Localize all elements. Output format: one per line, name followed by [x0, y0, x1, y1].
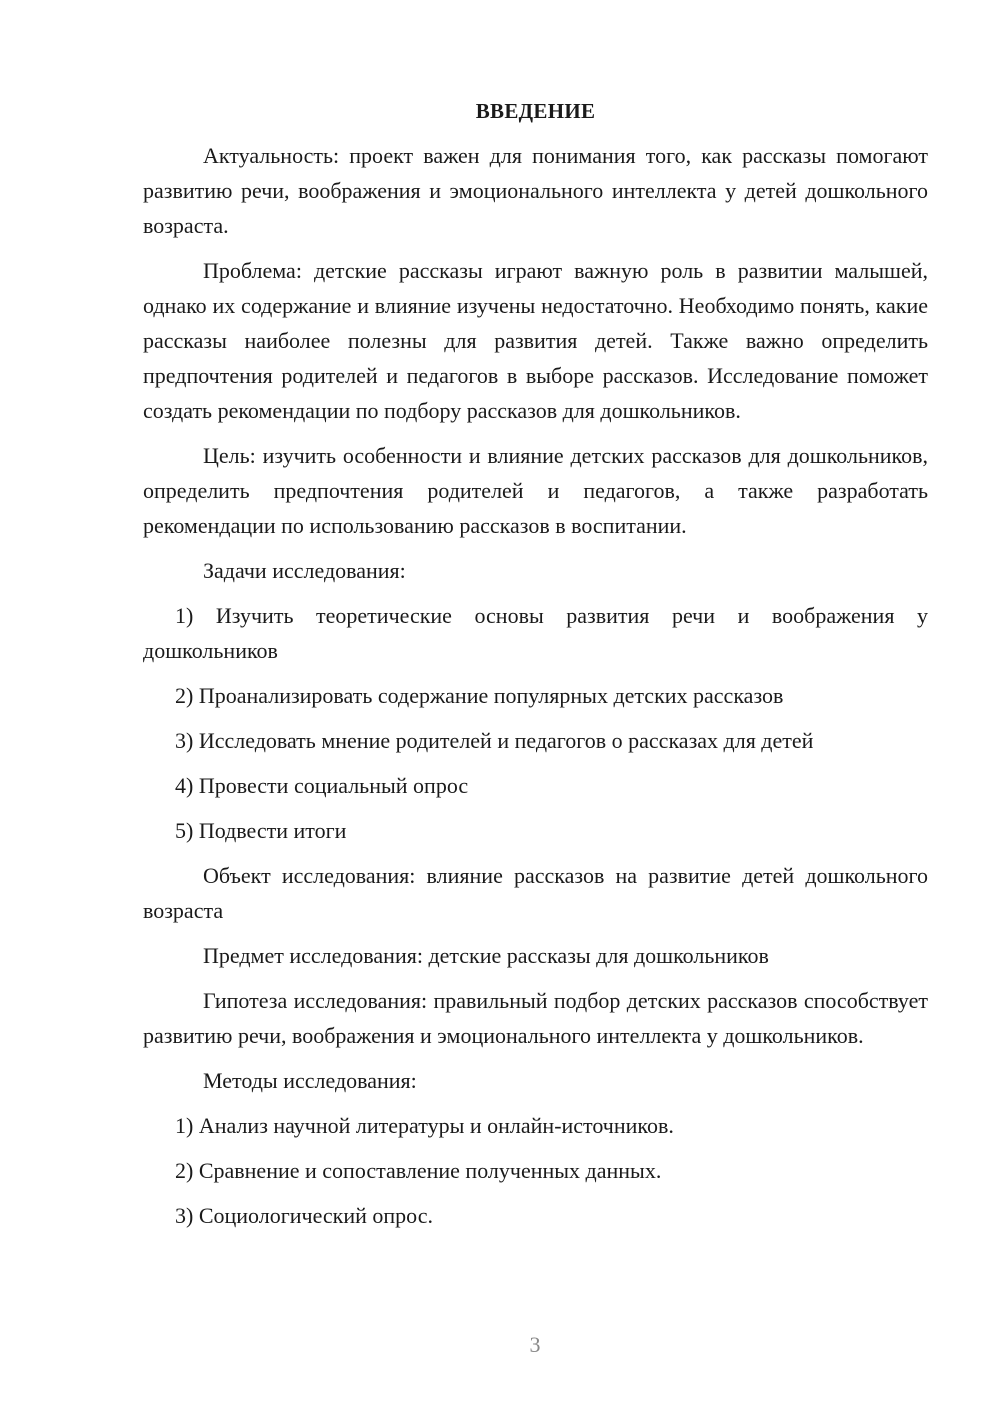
task-item-4: 4) Провести социальный опрос	[175, 773, 469, 798]
goal-paragraph: Цель: изучить особенности и влияние детских рассказов для дошкольников, определить предпочтения родителей и педагогов, а также разработать рекомендации по использованию рассказов в воспитании.	[143, 443, 928, 538]
tasks-heading: Задачи исследования:	[203, 558, 406, 583]
method-item-2: 2) Сравнение и сопоставление полученных данных.	[175, 1158, 662, 1183]
hypothesis-paragraph: Гипотеза исследования: правильный подбор детских рассказов способствует развитию речи, воображения и эмоционального интеллекта у дошкольников.	[143, 988, 928, 1048]
object-paragraph: Объект исследования: влияние рассказов на развитие детей дошкольного возраста	[143, 863, 928, 923]
methods-heading: Методы исследования:	[203, 1068, 417, 1093]
problem-paragraph: Проблема: детские рассказы играют важную роль в развитии малышей, однако их содержание и влияние изучены недостаточно. Необходимо понять, какие рассказы наиболее полезны для развития детей. Также важно определить предпочтения родителей и педагогов в выборе рассказов. Исследование поможет создать рекомендации по подбору рассказов для дошкольников.	[143, 258, 928, 423]
task-item-3: 3) Исследовать мнение родителей и педагогов о рассказах для детей	[175, 728, 814, 753]
page-number: 3	[529, 1332, 541, 1357]
task-item-5: 5) Подвести итоги	[175, 818, 347, 843]
section-title: ВВЕДЕНИЕ	[475, 99, 596, 123]
relevance-paragraph: Актуальность: проект важен для понимания того, как рассказы помогают развитию речи, воображения и эмоционального интеллекта у детей дошкольного возраста.	[143, 143, 928, 238]
method-item-3: 3) Социологический опрос.	[175, 1203, 433, 1228]
task-item-2: 2) Проанализировать содержание популярных детских рассказов	[175, 683, 784, 708]
task-item-1: 1) Изучить теоретические основы развития речи и воображения у дошкольников	[143, 603, 928, 663]
page-content	[143, 96, 928, 1243]
method-item-1: 1) Анализ научной литературы и онлайн-источников.	[175, 1113, 674, 1138]
subject-paragraph: Предмет исследования: детские рассказы для дошкольников	[203, 943, 769, 968]
